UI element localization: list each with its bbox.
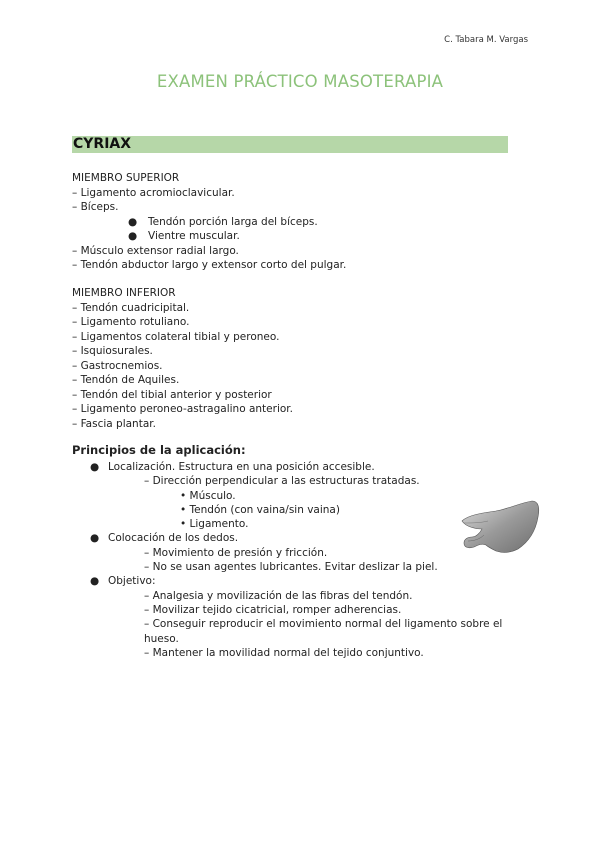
bullet-dot-icon: ● — [90, 575, 100, 588]
list-item: – Bíceps. — [72, 201, 119, 213]
miembro-inferior-heading: MIEMBRO INFERIOR — [72, 287, 176, 299]
list-item: – Ligamentos colateral tibial y peroneo. — [72, 330, 280, 343]
list-item: – Tendón de Aquiles. — [72, 374, 180, 386]
principles-list — [72, 460, 532, 660]
principle-label: Objetivo: — [108, 575, 156, 588]
principle-subsub-item: • Músculo. — [180, 489, 236, 502]
miembro-inferior-block — [72, 286, 293, 431]
principle-sub-text: – Conseguir reproducir el movimiento normal del ligamento sobre el hueso. — [144, 618, 503, 645]
miembro-superior-block — [72, 171, 346, 273]
principle-item — [72, 460, 532, 474]
principle-sub-text: – No se usan agentes lubricantes. Evitar deslizar la piel. — [144, 561, 438, 574]
principle-sub-item: – Mantener la movilidad normal del tejido conjuntivo. — [144, 646, 424, 659]
list-item: – Músculo extensor radial largo. — [72, 244, 239, 257]
principle-item — [72, 574, 532, 588]
sub-list-item — [72, 215, 346, 230]
list-item: – Ligamento rotuliano. — [72, 316, 190, 328]
bullet-dot-icon: ● — [128, 230, 138, 242]
bullet-dot-icon: ● — [90, 461, 100, 473]
principle-label: Colocación de los dedos. — [108, 532, 239, 545]
sub-list-item — [72, 229, 346, 244]
sub-item-text: Vientre muscular. — [148, 230, 240, 242]
bullet-dot-icon: ● — [90, 532, 100, 545]
list-item: – Tendón cuadricipital. — [72, 301, 190, 314]
sub-item-text: Tendón porción larga del bíceps. — [148, 215, 318, 228]
principle-sub-item — [72, 617, 532, 646]
principle-subsub-item: • Tendón (con vaina/sin vaina) — [180, 503, 340, 516]
list-item: – Fascia plantar. — [72, 417, 156, 430]
principles-heading: Principios de la aplicación: — [72, 443, 246, 457]
document-title: EXAMEN PRÁCTICO MASOTERAPIA — [156, 72, 444, 91]
principle-subsub-item: • Ligamento. — [180, 518, 249, 531]
principle-sub-item: – Movimiento de presión y fricción. — [144, 546, 328, 559]
list-item: – Ligamento peroneo-astragalino anterior. — [72, 403, 293, 415]
principle-sub-item: – Dirección perpendicular a las estructuras tratadas. — [144, 475, 420, 488]
list-item: – Ligamento acromioclavicular. — [72, 186, 235, 199]
principle-label: Localización. Estructura en una posición accesible. — [108, 461, 375, 473]
principle-sub-item — [72, 560, 532, 574]
list-item: – Isquiosurales. — [72, 345, 153, 357]
principle-sub-item: – Movilizar tejido cicatricial, romper adherencias. — [144, 603, 402, 616]
section-heading: CYRIAX — [73, 136, 132, 152]
list-item: – Tendón abductor largo y extensor corto del pulgar. — [72, 259, 347, 271]
bullet-dot-icon: ● — [128, 215, 138, 228]
author-name: C. Tabara M. Vargas — [444, 35, 528, 45]
miembro-superior-heading: MIEMBRO SUPERIOR — [72, 172, 180, 184]
hand-illustration — [458, 497, 540, 555]
section-heading-bar — [72, 136, 508, 153]
principle-sub-item: – Analgesia y movilización de las fibras del tendón. — [144, 589, 413, 602]
list-item: – Tendón del tibial anterior y posterior — [72, 388, 272, 401]
list-item: – Gastrocnemios. — [72, 359, 163, 372]
